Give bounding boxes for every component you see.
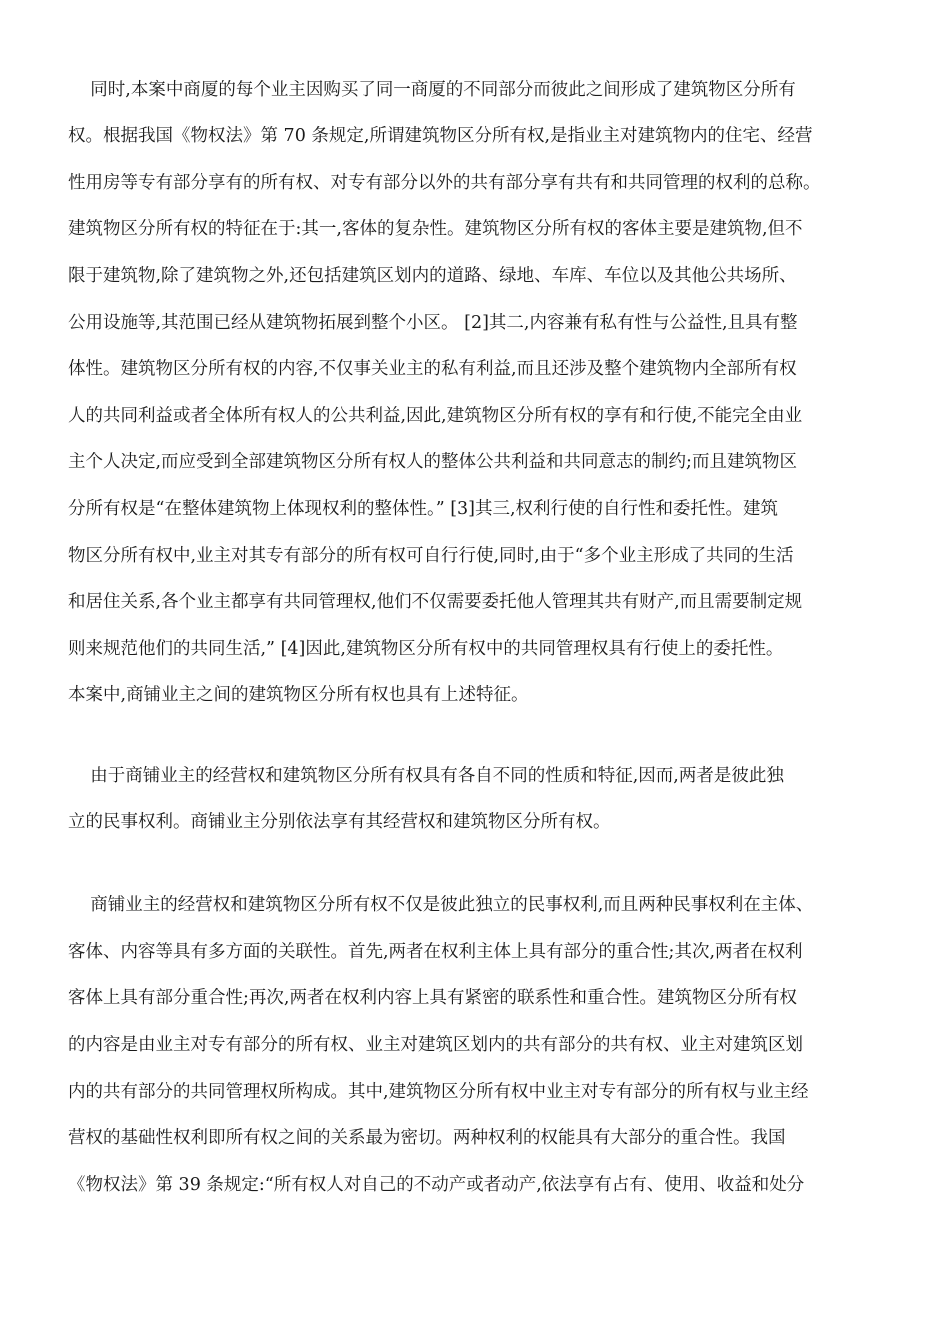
paragraph-1-line-11: 物区分所有权中,业主对其专有部分的所有权可自行行使,同时,由于“多个业主形成了共同的生活 bbox=[68, 546, 794, 566]
paragraph-1-line-2: 权。根据我国《物权法》第 70 条规定,所谓建筑物区分所有权,是指业主对建筑物内的住宅、经营 bbox=[68, 126, 813, 146]
paragraph-1-line-10: 分所有权是“在整体建筑物上体现权利的整体性。” [3]其三,权利行使的自行性和委托性。建筑 bbox=[68, 499, 779, 519]
paragraph-1-line-13: 则来规范他们的共同生活,” [4]因此,建筑物区分所有权中的共同管理权具有行使上的委托性。 bbox=[68, 639, 784, 659]
paragraph-1-line-6: 公用设施等,其范围已经从建筑物拓展到整个小区。 [2]其二,内容兼有私有性与公益性,且具有整 bbox=[68, 313, 798, 333]
paragraph-3-line-6: 营权的基础性权利即所有权之间的关系最为密切。两种权利的权能具有大部分的重合性。我国 bbox=[68, 1128, 786, 1148]
paragraph-1-line-7: 体性。建筑物区分所有权的内容,不仅事关业主的私有利益,而且还涉及整个建筑物内全部所有权 bbox=[68, 359, 797, 379]
paragraph-1-line-12: 和居住关系,各个业主都享有共同管理权,他们不仅需要委托他人管理其共有财产,而且需要制定规 bbox=[68, 592, 803, 612]
paragraph-3-line-7: 《物权法》第 39 条规定:“所有权人对自己的不动产或者动产,依法享有占有、使用、收益和处分 bbox=[68, 1175, 805, 1195]
paragraph-1-line-9: 主个人决定,而应受到全部建筑物区分所有权人的整体公共利益和共同意志的制约;而且建筑物区 bbox=[68, 452, 797, 472]
paragraph-2-line-1: 由于商铺业主的经营权和建筑物区分所有权具有各自不同的性质和特征,因而,两者是彼此独 bbox=[68, 766, 784, 786]
paragraph-1-line-1: 同时,本案中商厦的每个业主因购买了同一商厦的不同部分而彼此之间形成了建筑物区分所有 bbox=[68, 80, 796, 100]
paragraph-3-line-4: 的内容是由业主对专有部分的所有权、业主对建筑区划内的共有部分的共有权、业主对建筑区划 bbox=[68, 1035, 803, 1055]
paragraph-1-line-3: 性用房等专有部分享有的所有权、对专有部分以外的共有部分享有共有和共同管理的权利的总称。 bbox=[68, 173, 821, 193]
paragraph-1-line-14: 本案中,商铺业主之间的建筑物区分所有权也具有上述特征。 bbox=[68, 685, 529, 705]
paragraph-3-line-5: 内的共有部分的共同管理权所构成。其中,建筑物区分所有权中业主对专有部分的所有权与业主经 bbox=[68, 1082, 809, 1102]
paragraph-3-line-2: 客体、内容等具有多方面的关联性。首先,两者在权利主体上具有部分的重合性;其次,两者在权利 bbox=[68, 942, 803, 962]
paragraph-2-line-2: 立的民事权利。商铺业主分别依法享有其经营权和建筑物区分所有权。 bbox=[68, 812, 611, 832]
paragraph-1-line-4: 建筑物区分所有权的特征在于:其一,客体的复杂性。建筑物区分所有权的客体主要是建筑物,但不 bbox=[68, 219, 803, 239]
paragraph-1-line-5: 限于建筑物,除了建筑物之外,还包括建筑区划内的道路、绿地、车库、车位以及其他公共场所、 bbox=[68, 266, 797, 286]
paragraph-3-line-1: 商铺业主的经营权和建筑物区分所有权不仅是彼此独立的民事权利,而且两种民事权利在主体、 bbox=[68, 895, 814, 915]
paragraph-3-line-3: 客体上具有部分重合性;再次,两者在权利内容上具有紧密的联系性和重合性。建筑物区分所有权 bbox=[68, 988, 797, 1008]
paragraph-1-line-8: 人的共同利益或者全体所有权人的公共利益,因此,建筑物区分所有权的享有和行使,不能完全由业 bbox=[68, 406, 803, 426]
